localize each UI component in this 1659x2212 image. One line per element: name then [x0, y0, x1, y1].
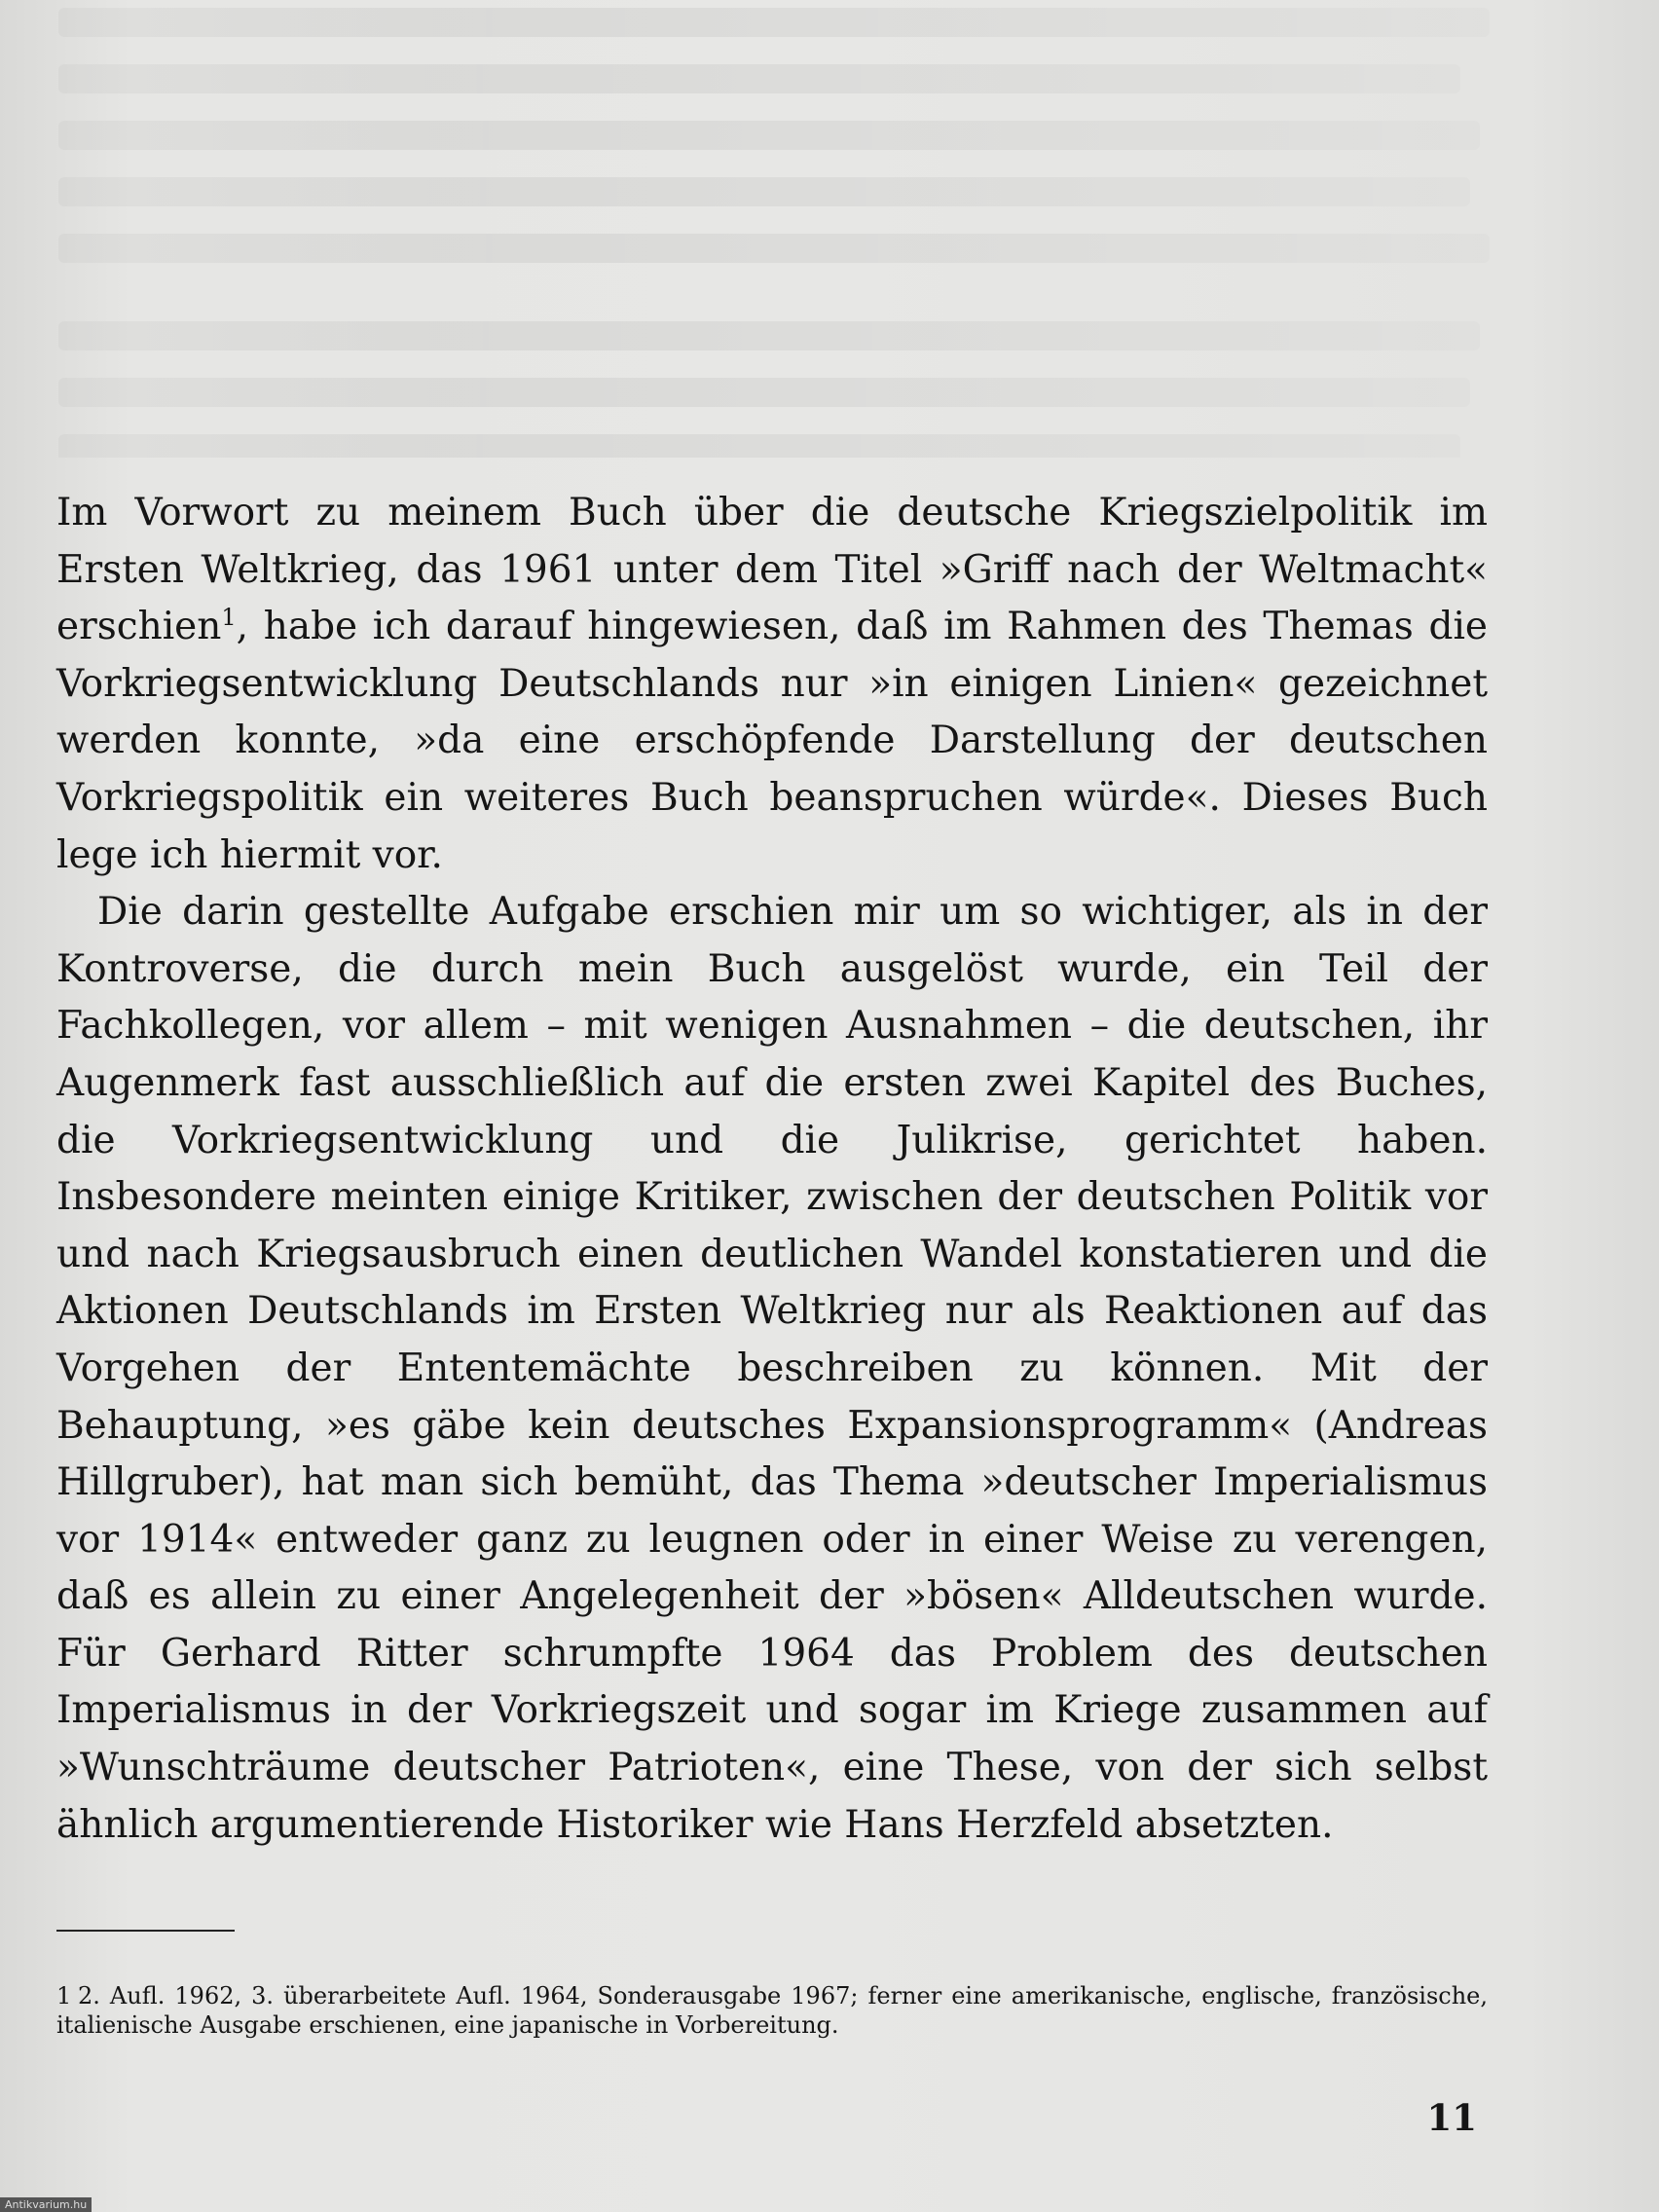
page-number: 11 [1426, 2096, 1477, 2139]
footnote-number: 1 [56, 1982, 72, 2009]
footnote [56, 1981, 1488, 2040]
paragraph-2: Die darin gestellte Aufgabe erschien mir um so wichtiger, als in der Kontroverse, die durch mein Buch ausgelöst wurde, ein Teil der Fachkollegen, vor allem – mit wenigen Ausnahmen – die deutschen, ihr Augenmerk fast ausschließlich auf die ersten zwei Kapitel des Buches, die Vorkriegsentwicklung und die Julikrise, gerichtet haben. Insbesondere meinten einige Kritiker, zwischen der deutschen Politik vor und nach Kriegsausbruch einen deutlichen Wandel konstatieren und die Aktionen Deutschlands im Ersten Weltkrieg nur als Reaktionen auf das Vorgehen der Ententemächte beschreiben zu können. Mit der Behauptung, »es gäbe kein deutsches Expansionsprogramm« (Andreas Hillgruber), hat man sich bemüht, das Thema »deutscher Imperialismus vor 1914« entweder ganz zu leugnen oder in einer Weise zu verengen, daß es allein zu einer Angelegenheit der »bösen« Alldeutschen wurde. Für Gerhard Ritter schrumpfte 1964 das Problem des deutschen Imperialismus in der Vorkriegszeit und sogar im Kriege zusammen auf »Wunschträume deutscher Patrioten«, eine These, von der sich selbst ähnlich argumentierende Historiker wie Hans Herzfeld absetzten. [56, 890, 1488, 1847]
footnote-text: 2. Aufl. 1962, 3. überarbeitete Aufl. 1964, Sonderausgabe 1967; ferner eine amerikanische, englische, französische, italienische Ausgabe erschienen, eine japanische in Vorbereitung. [56, 1982, 1488, 2039]
paragraph-1 [56, 485, 1488, 884]
footnote-reference: 1 [221, 604, 237, 632]
show-through-text [58, 0, 1499, 458]
paragraph-1-text-b: , habe ich darauf hingewiesen, daß im Rahmen des Themas die Vorkriegsentwicklung Deutschlands nur »in einigen Linien« gezeichnet werden konnte, »da eine erschöpfende Darstellung der deutschen Vorkriegspolitik ein weiteres Buch beanspruchen würde«. Dieses Buch lege ich hiermit vor. [56, 605, 1488, 877]
footnote-divider [56, 1930, 235, 1932]
paragraph-1-text-a: Im Vorwort zu meinem Buch über die deutsche Kriegszielpolitik im Ersten Weltkrieg, das 1961 unter dem Titel »Griff nach der Weltmacht« erschien [56, 491, 1488, 649]
main-text [56, 485, 1488, 1854]
watermark: Antikvarium.hu [0, 2197, 92, 2212]
